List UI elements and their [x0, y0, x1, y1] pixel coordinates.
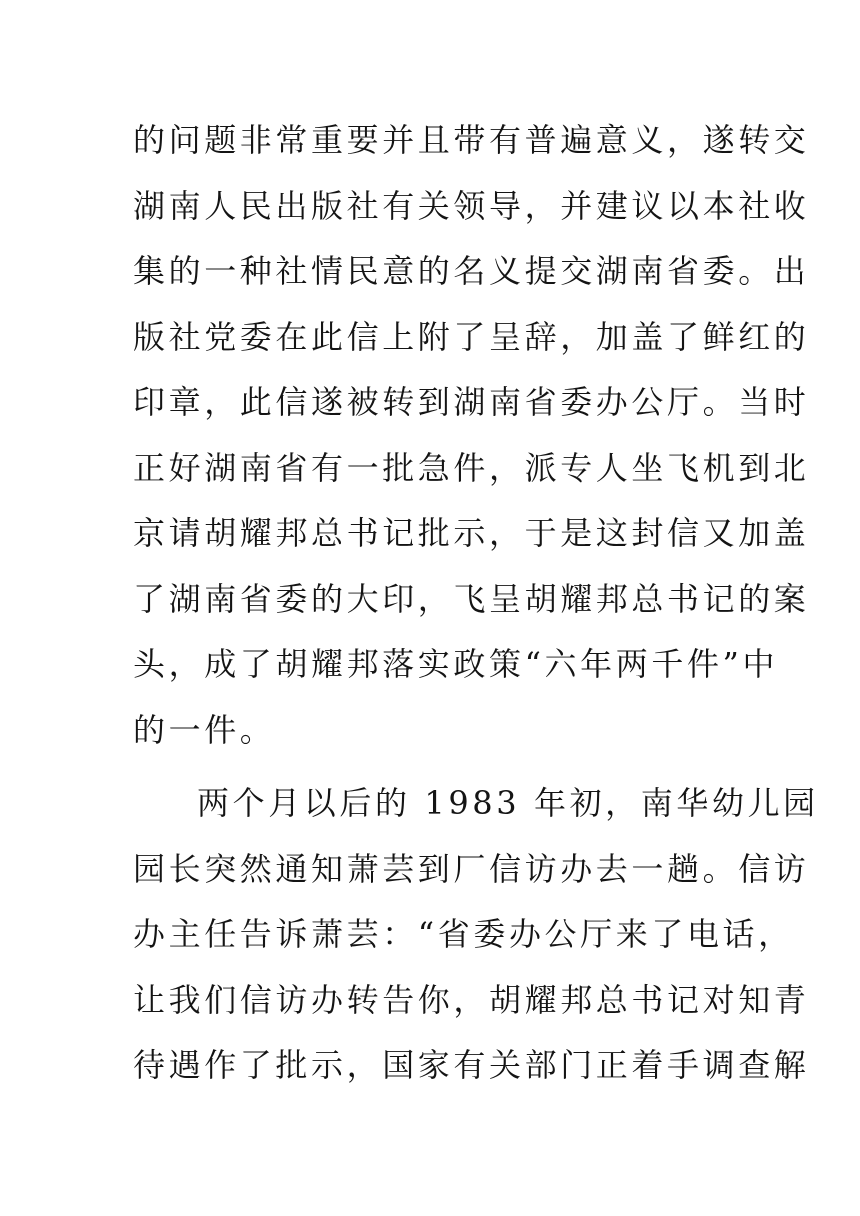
- text-line: 两个月以后的 1983 年初，南华幼儿园: [197, 784, 819, 822]
- text-line: 的问题非常重要并且带有普遍意义，遂转交: [133, 121, 810, 159]
- text-line: 印章，此信遂被转到湖南省委办公厅。当时: [133, 383, 810, 421]
- text-line: 的一件。: [133, 710, 276, 749]
- text-line: 正好湖南省有一批急件，派专人坐飞机到北: [133, 448, 810, 487]
- text-line: 湖南人民出版社有关领导，并建议以本社收: [133, 186, 810, 225]
- text-line: 办主任告诉萧芸：“省委办公厅来了电话，: [133, 915, 794, 953]
- text-line: 版社党委在此信上附了呈辞，加盖了鲜红的: [133, 317, 810, 356]
- text-line: 园长突然通知萧芸到厂信访办去一趟。信访: [133, 849, 810, 888]
- text-line: 待遇作了批示，国家有关部门正着手调查解: [133, 1046, 810, 1084]
- text-line: 了湖南省委的大印，飞呈胡耀邦总书记的案: [133, 579, 810, 618]
- body-text: [133, 108, 819, 1099]
- text-line: 头，成了胡耀邦落实政策“六年两千件”中: [133, 645, 779, 683]
- text-line: 让我们信访办转告你，胡耀邦总书记对知青: [133, 980, 810, 1019]
- text-line: 京请胡耀邦总书记批示，于是这封信又加盖: [133, 514, 810, 552]
- paragraph-gap: [133, 763, 733, 771]
- paragraph-1: [133, 108, 810, 763]
- text-line: 集的一种社情民意的名义提交湖南省委。出: [133, 252, 810, 290]
- paragraph-2: [133, 771, 819, 1099]
